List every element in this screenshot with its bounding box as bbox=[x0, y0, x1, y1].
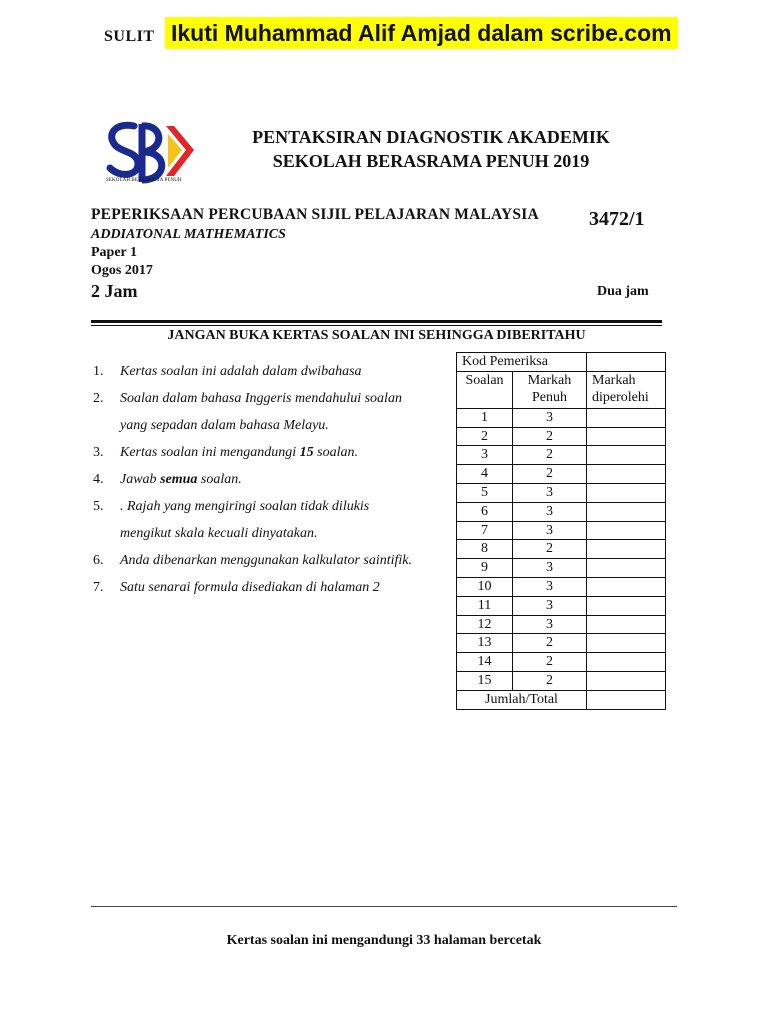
table-row bbox=[457, 408, 666, 427]
full-marks: 3 bbox=[513, 502, 587, 521]
exam-duration: 2 Jam bbox=[91, 281, 138, 301]
divider-thick bbox=[91, 320, 662, 323]
examiner-code-label: Kod Pemeriksa bbox=[457, 353, 587, 372]
scribd-banner: Ikuti Muhammad Alif Amjad dalam scribe.com bbox=[165, 17, 678, 49]
full-marks: 3 bbox=[513, 615, 587, 634]
full-marks: 3 bbox=[513, 559, 587, 578]
table-row bbox=[457, 427, 666, 446]
total-label: Jumlah/Total bbox=[457, 690, 587, 709]
table-row bbox=[457, 540, 666, 559]
full-marks: 2 bbox=[513, 671, 587, 690]
table-row bbox=[457, 577, 666, 596]
question-number: 2 bbox=[457, 427, 513, 446]
page-count-note: Kertas soalan ini mengandungi 33 halaman bercetak bbox=[226, 933, 542, 948]
marks-table bbox=[456, 352, 666, 710]
logo-caption: SEKOLAH BERASRAMA PENUH bbox=[106, 178, 182, 183]
question-number: 7 bbox=[457, 521, 513, 540]
full-marks: 2 bbox=[513, 540, 587, 559]
full-marks: 3 bbox=[513, 521, 587, 540]
question-number: 1 bbox=[457, 408, 513, 427]
question-number: 4 bbox=[457, 465, 513, 484]
paper-number: Paper 1 bbox=[91, 245, 138, 260]
full-marks: 3 bbox=[513, 483, 587, 502]
marks-obtained-cell[interactable] bbox=[587, 671, 666, 690]
question-number: 11 bbox=[457, 596, 513, 615]
question-number: 3 bbox=[457, 446, 513, 465]
total-row bbox=[457, 690, 666, 709]
full-marks: 2 bbox=[513, 634, 587, 653]
exam-duration-words: Dua jam bbox=[597, 284, 649, 299]
exam-date: Ogos 2017 bbox=[91, 263, 153, 278]
column-header-question: Soalan bbox=[457, 371, 513, 408]
full-marks: 2 bbox=[513, 653, 587, 672]
column-header-marks-obtained: Markah diperolehi bbox=[587, 371, 666, 408]
question-number: 9 bbox=[457, 559, 513, 578]
question-number: 10 bbox=[457, 577, 513, 596]
paper-code: 3472/1 bbox=[589, 208, 645, 230]
marks-obtained-cell[interactable] bbox=[587, 615, 666, 634]
full-marks: 3 bbox=[513, 577, 587, 596]
question-number: 14 bbox=[457, 653, 513, 672]
classification-label: SULIT bbox=[104, 28, 155, 45]
marks-obtained-cell[interactable] bbox=[587, 427, 666, 446]
footer-divider bbox=[91, 906, 677, 907]
marks-obtained-cell[interactable] bbox=[587, 465, 666, 484]
exam-name: PEPERIKSAAN PERCUBAAN SIJIL PELAJARAN MALAYSIA bbox=[91, 206, 539, 223]
assessment-title: PENTAKSIRAN DIAGNOSTIK AKADEMIK bbox=[252, 127, 610, 147]
marks-obtained-cell[interactable] bbox=[587, 502, 666, 521]
marks-obtained-cell[interactable] bbox=[587, 577, 666, 596]
full-marks: 3 bbox=[513, 408, 587, 427]
marks-obtained-cell[interactable] bbox=[587, 559, 666, 578]
question-number: 5 bbox=[457, 483, 513, 502]
examiner-code-row bbox=[457, 353, 666, 372]
marks-obtained-cell[interactable] bbox=[587, 521, 666, 540]
examiner-code-cell[interactable] bbox=[587, 353, 666, 372]
table-row bbox=[457, 671, 666, 690]
divider-thin bbox=[91, 325, 662, 326]
table-header-row bbox=[457, 371, 666, 408]
table-row bbox=[457, 465, 666, 484]
school-title: SEKOLAH BERASRAMA PENUH 2019 bbox=[272, 151, 590, 171]
question-number: 15 bbox=[457, 671, 513, 690]
total-marks-cell[interactable] bbox=[587, 690, 666, 709]
column-header-full-marks: Markah Penuh bbox=[513, 371, 587, 408]
full-marks: 3 bbox=[513, 596, 587, 615]
table-row bbox=[457, 653, 666, 672]
table-row bbox=[457, 615, 666, 634]
marks-obtained-cell[interactable] bbox=[587, 483, 666, 502]
marks-obtained-cell[interactable] bbox=[587, 634, 666, 653]
marks-obtained-cell[interactable] bbox=[587, 540, 666, 559]
marks-obtained-cell[interactable] bbox=[587, 653, 666, 672]
table-row bbox=[457, 596, 666, 615]
marks-obtained-cell[interactable] bbox=[587, 596, 666, 615]
table-row bbox=[457, 634, 666, 653]
warning-notice: JANGAN BUKA KERTAS SOALAN INI SEHINGGA DIBERITAHU bbox=[167, 328, 586, 343]
full-marks: 2 bbox=[513, 465, 587, 484]
question-number: 8 bbox=[457, 540, 513, 559]
question-number: 13 bbox=[457, 634, 513, 653]
full-marks: 2 bbox=[513, 427, 587, 446]
marks-obtained-cell[interactable] bbox=[587, 446, 666, 465]
table-row bbox=[457, 446, 666, 465]
question-number: 6 bbox=[457, 502, 513, 521]
table-row bbox=[457, 559, 666, 578]
full-marks: 2 bbox=[513, 446, 587, 465]
table-row bbox=[457, 521, 666, 540]
subject-name: ADDIATONAL MATHEMATICS bbox=[91, 227, 286, 242]
marks-obtained-cell[interactable] bbox=[587, 408, 666, 427]
question-number: 12 bbox=[457, 615, 513, 634]
table-row bbox=[457, 502, 666, 521]
table-row bbox=[457, 483, 666, 502]
